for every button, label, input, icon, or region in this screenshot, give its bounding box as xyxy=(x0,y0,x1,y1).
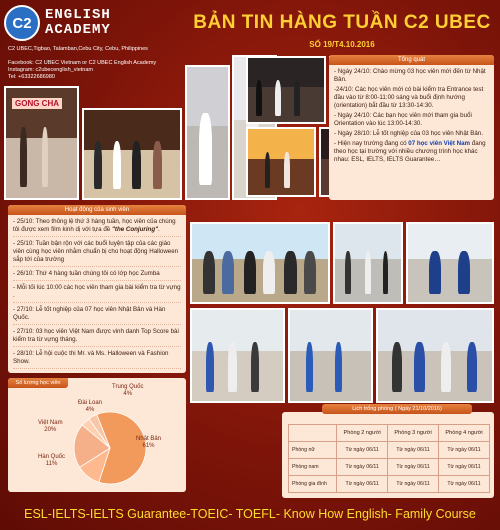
activity-item-tail: . xyxy=(158,226,160,233)
photo-halloween-1 xyxy=(246,127,316,197)
store-sign: GONG CHA xyxy=(12,98,62,109)
activity-item: - 27/10: 03 học viên Việt Nam được vinh danh Top Score bài kiểm tra từ vựng tháng. xyxy=(13,328,181,347)
pie-label-vietnam-name: Việt Nam xyxy=(38,420,63,426)
overview-item: -24/10: Các học viên mới có bài kiểm tra Entrance test đầu vào từ 8:00-11:00 sáng và buổi định hướng (orientation) bắt đầu từ 13:30-14:30. xyxy=(334,86,484,109)
tel-text: Tel: +63322686980 xyxy=(8,74,55,80)
table-header-cell: Phòng 2 người xyxy=(337,425,388,442)
pie-chart xyxy=(8,378,186,492)
activity-item: - 27/10: Lễ tốt nghiệp của 07 học viên Nhật Bản và Hàn Quốc. xyxy=(13,306,181,325)
pie-label-taiwan-name: Đài Loan xyxy=(78,400,103,406)
issue-number: SỐ 19/T4.10.2016 xyxy=(309,40,375,49)
table-cell: Từ ngày 06/11 xyxy=(337,476,388,493)
table-cell: Từ ngày 06/11 xyxy=(439,442,490,459)
photo-certificate-2 xyxy=(190,308,285,403)
logo xyxy=(4,3,154,43)
overview-item: - Ngày 24/10: Các bạn học viên mới tham gia buổi Orientation vào lúc 13:00-14:30. xyxy=(334,112,472,127)
facebook-text: Facebook: C2 UBEC Vietnam or C2 UBEC English Academy xyxy=(8,60,157,66)
table-cell: Từ ngày 06/11 xyxy=(337,459,388,476)
activity-item: - 26/10: Thứ 4 hàng tuần chúng tôi có lớp học Zumba xyxy=(13,270,181,281)
photo-certificate-4 xyxy=(376,308,494,403)
logo-words xyxy=(45,8,111,38)
pie-label-taiwan-value: 4% xyxy=(85,407,95,413)
table-cell: Từ ngày 06/11 xyxy=(337,442,388,459)
table-cell: Phòng nam xyxy=(289,459,337,476)
photo-gongcha xyxy=(4,86,79,200)
activity-item: - Mỗi tối lúc 10:00 các học viên tham gia bài kiểm tra từ vựng . xyxy=(13,284,181,303)
table-row xyxy=(289,476,490,493)
overview-highlight: 07 học viên Việt Nam xyxy=(408,140,471,147)
pie-label-korea-name: Hàn Quốc xyxy=(38,454,66,460)
table-cell: Từ ngày 06/11 xyxy=(439,476,490,493)
table-header-row xyxy=(289,425,490,442)
room-schedule-panel xyxy=(282,406,494,498)
table-row xyxy=(289,459,490,476)
pie-label-vietnam-value: 20% xyxy=(44,427,57,433)
activity-film-title: "the Conjuring" xyxy=(111,226,159,233)
overview-heading: Tổng quát xyxy=(329,55,494,65)
table-header-cell: Phòng 3 người xyxy=(388,425,439,442)
overview-item: - Ngày 24/10: Chào mừng 03 học viên mới đến từ Nhật Bản. xyxy=(334,68,486,83)
overview-panel xyxy=(329,55,494,200)
table-cell: Từ ngày 06/11 xyxy=(388,459,439,476)
activity-item: - 25/10: Tuần bận rộn với các buổi luyện tập của các giáo viên cùng học viên nhằm chuẩn bị cho hoạt động Halloween sắp tới của trường xyxy=(13,240,181,267)
pie-label-china-value: 4% xyxy=(123,391,133,397)
photo-certificate-3 xyxy=(288,308,373,403)
logo-word-academy: ACADEMY xyxy=(45,22,111,38)
overview-text xyxy=(329,65,494,169)
photo-certificate-1 xyxy=(406,222,494,304)
activities-heading: Hoạt động của sinh viên xyxy=(8,205,186,215)
overview-item xyxy=(334,140,489,164)
page-title: BẢN TIN HÀNG TUẦN C2 UBEC xyxy=(193,12,491,33)
table-cell: Từ ngày 06/11 xyxy=(388,442,439,459)
overview-item-tail: đang theo học tại trường với nhiều chương trình học khác nhau: ESL, IELTS, IELTS Guarantee… xyxy=(334,140,486,163)
activity-item: - 28/10: Lễ hội cuộc thi Mr. và Ms. Halloween và Fashion Show. xyxy=(13,350,181,369)
activity-item xyxy=(13,218,181,237)
photo-outdoor-group xyxy=(190,222,330,304)
logo-mark: C2 xyxy=(4,5,40,41)
photo-restaurant xyxy=(82,108,182,200)
address-text: C2 UBEC,Tigbao, Talamban,Cebu City, Cebu, Philippines xyxy=(8,46,148,52)
activities-text xyxy=(8,215,186,375)
pie-label-japan-value: 61% xyxy=(142,443,155,449)
activity-item-lead: - 25/10: Theo thông lệ thứ 3 hàng tuần, học viên của chúng tôi được xem film kinh dị với tựa đề xyxy=(13,218,176,233)
table-cell: Từ ngày 06/11 xyxy=(388,476,439,493)
table-row xyxy=(289,442,490,459)
pie-label-vietnam xyxy=(38,420,63,434)
pie-label-korea-value: 11% xyxy=(45,461,58,467)
photo-group-masks xyxy=(246,56,326,124)
room-schedule-table xyxy=(288,424,490,493)
pie-label-japan-name: Nhật Bản xyxy=(136,436,162,442)
instagram-text: Instagram: c2ubecenglish_vietnam xyxy=(8,67,93,73)
table-cell: Từ ngày 06/11 xyxy=(439,459,490,476)
activities-panel xyxy=(8,205,186,373)
pie-label-korea xyxy=(38,454,65,468)
room-schedule-heading: Lịch trống phòng ( Ngày 21/10/2016) xyxy=(322,404,472,414)
pie-label-china-name: Trung Quốc xyxy=(112,384,144,390)
student-count-panel xyxy=(8,378,186,492)
photo-group-indoor xyxy=(333,222,403,304)
photo-dancers xyxy=(185,65,230,200)
table-cell: Phòng nữ xyxy=(289,442,337,459)
pie-label-taiwan xyxy=(78,400,102,414)
pie-label-japan xyxy=(136,436,161,450)
logo-word-english: ENGLISH xyxy=(45,7,111,23)
table-header-cell: Phòng 4 người xyxy=(439,425,490,442)
table-header-cell xyxy=(289,425,337,442)
overview-item: - Ngày 28/10: Lễ tốt nghiệp của 03 học viên Nhật Bản. xyxy=(334,130,483,137)
footer-courses: ESL-IELTS-IELTS Guarantee-TOEIC- TOEFL- Know How English- Family Course xyxy=(24,507,476,521)
table-cell: Phòng gia đình xyxy=(289,476,337,493)
overview-item-lead: - Hiện nay trường đang có xyxy=(334,140,407,147)
pie-label-china xyxy=(112,384,143,398)
student-count-heading: Số lượng học viên xyxy=(8,378,68,388)
